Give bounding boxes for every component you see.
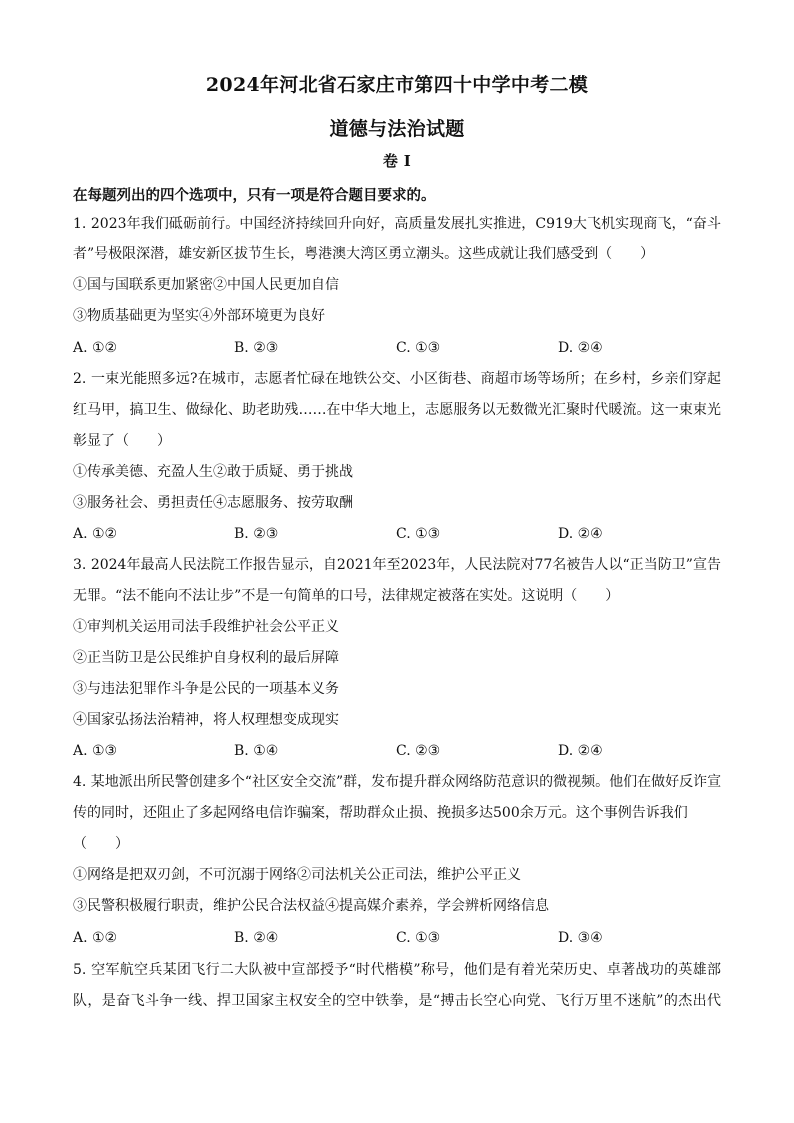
question-3-statement-3: ③与违法犯罪作斗争是公民的一项基本义务 — [73, 681, 339, 697]
question-1-option-b: B. ②③ — [234, 340, 279, 356]
question-1-line-1: 1. 2023年我们砥砺前行。中国经济持续回升向好，高质量发展扎实推进，C919大飞机实现商飞，“奋斗 — [73, 216, 721, 232]
question-2-option-d: D. ②④ — [558, 526, 603, 542]
question-4-statement-2: ③民警积极履行职责，维护公民合法权益④提高媒介素养，学会辨析网络信息 — [73, 898, 549, 914]
question-3-line-2: 无罪。“法不能向不法让步”不是一句简单的口号，法律规定被落在实处。这说明（ ） — [73, 588, 620, 604]
question-4-option-c: C. ①③ — [396, 930, 441, 946]
volume-label: 卷 I — [382, 152, 412, 170]
question-5-line-1: 5. 空军航空兵某团飞行二大队被中宣部授予“时代楷模”称号，他们是有着光荣历史、卓著战功的英雄部 — [73, 962, 721, 978]
question-3-option-c: C. ②③ — [396, 743, 441, 759]
question-1-option-a: A. ①② — [73, 340, 118, 356]
question-2-option-a: A. ①② — [73, 526, 118, 542]
question-1-option-c: C. ①③ — [396, 340, 441, 356]
question-2-option-c: C. ①③ — [396, 526, 441, 542]
question-3-option-b: B. ①④ — [234, 743, 279, 759]
question-2-line-1: 2. 一束光能照多远?在城市，志愿者忙碌在地铁公交、小区街巷、商超市场等场所；在乡村，乡亲们穿起 — [73, 371, 721, 387]
question-4-line-1: 4. 某地派出所民警创建多个“社区安全交流”群，发布提升群众网络防范意识的微视频。他们在做好反诈宣 — [73, 774, 722, 790]
question-2-line-2: 红马甲，搞卫生、做绿化、助老助残……在中华大地上，志愿服务以无数微光汇聚时代暖流。这一束束光 — [73, 402, 721, 418]
question-4-line-2: 传的同时，还阻止了多起网络电信诈骗案，帮助群众止损、挽损多达500余万元。这个事例告诉我们 — [73, 805, 688, 821]
question-3-statement-2: ②正当防卫是公民维护自身权利的最后屏障 — [73, 650, 339, 666]
question-4-line-3: （ ） — [73, 836, 129, 852]
question-1-statement-1: ①国与国联系更加紧密②中国人民更加自信 — [73, 277, 339, 293]
question-2-statement-2: ③服务社会、勇担责任④志愿服务、按劳取酬 — [73, 495, 353, 511]
question-3-option-d: D. ②④ — [558, 743, 603, 759]
question-4-statement-1: ①网络是把双刃剑，不可沉溺于网络②司法机关公正司法，维护公平正义 — [73, 867, 521, 883]
question-5-line-2: 队，是奋飞斗争一线、捍卫国家主权安全的空中铁拳，是“搏击长空心向党、飞行万里不迷航”的杰出代 — [73, 993, 721, 1009]
question-4-option-a: A. ①② — [73, 930, 118, 946]
question-4-option-d: D. ③④ — [558, 930, 603, 946]
question-1-line-2: 者”号极限深潜，雄安新区拔节生长，粤港澳大湾区勇立潮头。这些成就让我们感受到（ ） — [73, 246, 655, 262]
question-3-statement-4: ④国家弘扬法治精神，将人权理想变成现实 — [73, 712, 339, 728]
question-2-line-3: 彰显了（ ） — [73, 433, 171, 449]
question-2-statement-1: ①传承美德、充盈人生②敢于质疑、勇于挑战 — [73, 464, 353, 480]
exam-title: 2024年河北省石家庄市第四十中学中考二模 — [205, 74, 589, 96]
question-3-statement-1: ①审判机关运用司法手段维护社会公平正义 — [73, 619, 339, 635]
question-3-line-1: 3. 2024年最高人民法院工作报告显示，自2021年至2023年，人民法院对77名被告人以“正当防卫”宣告 — [73, 557, 721, 573]
question-1-option-d: D. ②④ — [558, 340, 603, 356]
question-1-statement-2: ③物质基础更为坚实④外部环境更为良好 — [73, 308, 325, 324]
instruction-text: 在每题列出的四个选项中，只有一项是符合题目要求的。 — [73, 187, 436, 204]
exam-subject: 道德与法治试题 — [329, 118, 465, 140]
question-4-option-b: B. ②④ — [234, 930, 279, 946]
question-2-option-b: B. ②③ — [234, 526, 279, 542]
question-3-option-a: A. ①③ — [73, 743, 118, 759]
